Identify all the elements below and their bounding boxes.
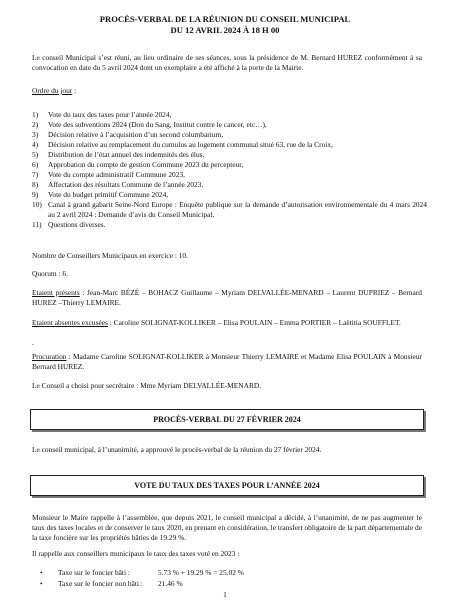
present-label: Etaient présents xyxy=(32,288,80,297)
section-title-box-taxes: VOTE DU TAUX DES TAXES POUR L’ANNÉE 2024 xyxy=(30,475,424,496)
rates-intro: Il rappelle aux conseillers municipaux le taux des taxes voté en 2023 : xyxy=(32,549,240,558)
councillors-count: Nombre de Conseillers Municipaux en exercice : 10. xyxy=(32,251,188,260)
taxes-paragraph: Monsieur le Maire rappelle à l’assemblée, que depuis 2021, le conseil municipal a décidé, à l’unanimité, de ne pas augmenter le taux des taxes locales et de conserver le taux 2020, en prenant en considération, le transfert obligatoire de la part départementale de la taxe foncière sur les propriétés bâties de 19.29 %. xyxy=(32,513,422,542)
secretary-paragraph: Le Conseil a choisi pour secrétaire : Mme Myriam DELVALLÉE-MENARD. xyxy=(32,381,262,390)
proxy-text: : Madame Caroline SOLIGNAT-KOLLIKER à Monsieur Thierry LEMAIRE et Madame Elisa POULAIN à Monsieur Bernard HUREZ. xyxy=(32,352,422,371)
tax-rates-list xyxy=(40,567,400,589)
absent-names: : Caroline SOLIGNAT-KOLLIKER – Elisa POULAIN – Emma PORTIER – Laëtitia SOUFFLET. xyxy=(107,318,401,327)
proxy-paragraph xyxy=(32,352,422,372)
proxy-label: Procuration xyxy=(32,352,67,361)
bullet-icon: • xyxy=(40,579,43,588)
agenda-item-number: 5) xyxy=(32,150,39,159)
agenda-heading xyxy=(32,86,422,96)
agenda-item-number: 1) xyxy=(32,110,39,119)
agenda-heading-suffix: : xyxy=(72,86,77,95)
absent-label: Etaient absentes excusées xyxy=(32,318,108,327)
present-members xyxy=(32,288,422,308)
agenda-item xyxy=(32,170,427,180)
section-title-box-pv: PROCÈS-VERBAL DU 27 FÉVRIER 2024 xyxy=(30,409,424,430)
agenda-item-text: Décision relative à l’acquisition d’un second columbarium, xyxy=(48,130,224,139)
agenda-item xyxy=(32,180,427,190)
tax-rate-value: 5.73 % + 19.29 % = 25.02 % xyxy=(158,568,244,577)
agenda-item xyxy=(32,150,427,160)
page-number: 1 xyxy=(223,590,227,599)
agenda-item-text: Décision relative au remplacement du cumulus au logement communal situé 63, rue de la Croix, xyxy=(48,140,333,149)
agenda-item-text: Vote du compte administratif Commune 2023, xyxy=(48,170,185,179)
agenda-item-number: 2) xyxy=(32,120,39,129)
present-names: : Jean-Marc BÉZÉ – BOHACZ Guillaume – Myriam DELVALLÉE-MENARD – Laurent DUPRIEZ – Bernard HUREZ –Thierry LEMAIRE. xyxy=(32,288,422,307)
absent-members xyxy=(32,318,422,328)
agenda-item-text: Affectation des résultats Commune de l’année 2023, xyxy=(48,180,204,189)
quorum: Quorum : 6. xyxy=(32,269,68,278)
agenda-item xyxy=(32,190,427,200)
agenda-item-number: 6) xyxy=(32,160,39,169)
agenda-item-number: 8) xyxy=(32,180,39,189)
agenda-item-text: Vote des subventions 2024 (Don du Sang, Institut contre le cancer, etc…), xyxy=(48,120,267,129)
agenda-item-number: 10) xyxy=(32,200,42,209)
agenda-item-text: Questions diverses. xyxy=(48,220,106,229)
agenda-item-number: 11) xyxy=(32,220,42,229)
agenda-item xyxy=(32,130,427,140)
agenda-item-number: 9) xyxy=(32,190,39,199)
tax-rate-label: Taxe sur le foncier non bâti : xyxy=(58,579,143,588)
agenda-item xyxy=(32,200,427,220)
tax-rate-value: 21.46 % xyxy=(158,579,183,588)
agenda-item xyxy=(32,110,427,120)
pv-approval-text: Le conseil municipal, à l’unanimité, a approuvé le procès-verbal de la réunion du 27 février 2024. xyxy=(32,445,322,454)
agenda-item-number: 4) xyxy=(32,140,39,149)
document-title-line2: DU 12 AVRIL 2024 À 18 H 00 xyxy=(170,25,280,35)
tax-rate-label: Taxe sur le foncier bâti : xyxy=(58,568,130,577)
agenda-heading-label: Ordre du jour xyxy=(32,86,73,95)
agenda-item xyxy=(32,120,427,130)
stray-mark: . xyxy=(32,338,34,347)
bullet-icon: • xyxy=(40,568,43,577)
intro-paragraph: Le conseil Municipal s’est réuni, au lieu ordinaire de ses séances, sous la présidence de M. Bernard HUREZ conformément à sa convocation en date du 5 avril 2024 dont un exemplaire a été affiché à la porte de la Mairie. xyxy=(32,53,422,72)
agenda-item-text: Canal à grand gabarit Seine-Nord Europe : Enquête publique sur la demande d’autorisation environnementale du 4 mars 2024 au 2 avril 2024 : Demande d’avis du Conseil Municipal, xyxy=(48,200,427,219)
agenda-item-number: 3) xyxy=(32,130,39,139)
tax-rate-item xyxy=(40,578,400,589)
agenda-item xyxy=(32,160,427,170)
agenda-item-text: Approbation du compte de gestion Commune 2023 du percepteur, xyxy=(48,160,244,169)
agenda-item-text: Distribution de l’état annuel des indemnités des élus, xyxy=(48,150,205,159)
agenda-item-text: Vote du budget primitif Commune 2024, xyxy=(48,190,169,199)
agenda-item xyxy=(32,140,427,150)
agenda-list xyxy=(32,110,427,230)
agenda-item-number: 7) xyxy=(32,170,39,179)
agenda-item-text: Vote du taux des taxes pour l’année 2024, xyxy=(48,110,172,119)
tax-rate-item xyxy=(40,567,400,578)
document-title-line1: PROCÈS-VERBAL DE LA RÉUNION DU CONSEIL MUNICIPAL xyxy=(99,14,351,24)
agenda-item xyxy=(32,220,427,230)
